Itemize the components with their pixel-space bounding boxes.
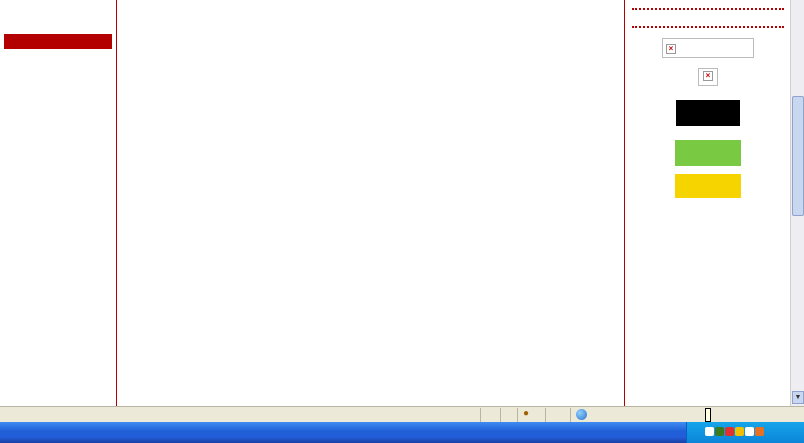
right-column <box>628 0 788 406</box>
vox-populi-banner[interactable] <box>675 174 741 198</box>
change-language-label <box>4 34 112 49</box>
tray-misc-icon[interactable] <box>755 427 764 436</box>
windows-taskbar <box>0 422 804 443</box>
page-scrollbar[interactable] <box>790 0 804 406</box>
right-divider <box>624 0 625 406</box>
exclusive-news-link[interactable] <box>662 38 754 58</box>
broken-image-placeholder <box>698 68 718 86</box>
tray-icons <box>705 426 765 438</box>
security-zone[interactable] <box>576 408 591 422</box>
security-lock-icon: ● <box>523 408 530 419</box>
tray-network-icon[interactable] <box>715 427 724 436</box>
tray-app-icon[interactable] <box>705 427 714 436</box>
broken-image-icon: × <box>703 71 713 81</box>
scrollbar-thumb[interactable] <box>792 96 804 216</box>
scroll-down-arrow-icon[interactable]: ▼ <box>792 391 804 404</box>
broken-image-icon: × <box>666 44 676 54</box>
dotted-divider <box>632 26 784 28</box>
expert-club-banner[interactable] <box>675 140 741 166</box>
system-tray <box>686 422 804 443</box>
tray-update-icon[interactable] <box>735 427 744 436</box>
tray-volume-icon[interactable] <box>745 427 754 436</box>
persons-ranking <box>144 0 596 406</box>
date-tooltip <box>705 408 711 422</box>
globe-icon <box>576 409 587 420</box>
left-divider <box>116 0 117 406</box>
browser-status-bar <box>0 406 804 422</box>
esc-banner[interactable] <box>676 100 740 126</box>
tray-security-icon[interactable] <box>725 427 734 436</box>
sidebar-nav <box>0 0 114 406</box>
dotted-divider <box>632 8 784 10</box>
